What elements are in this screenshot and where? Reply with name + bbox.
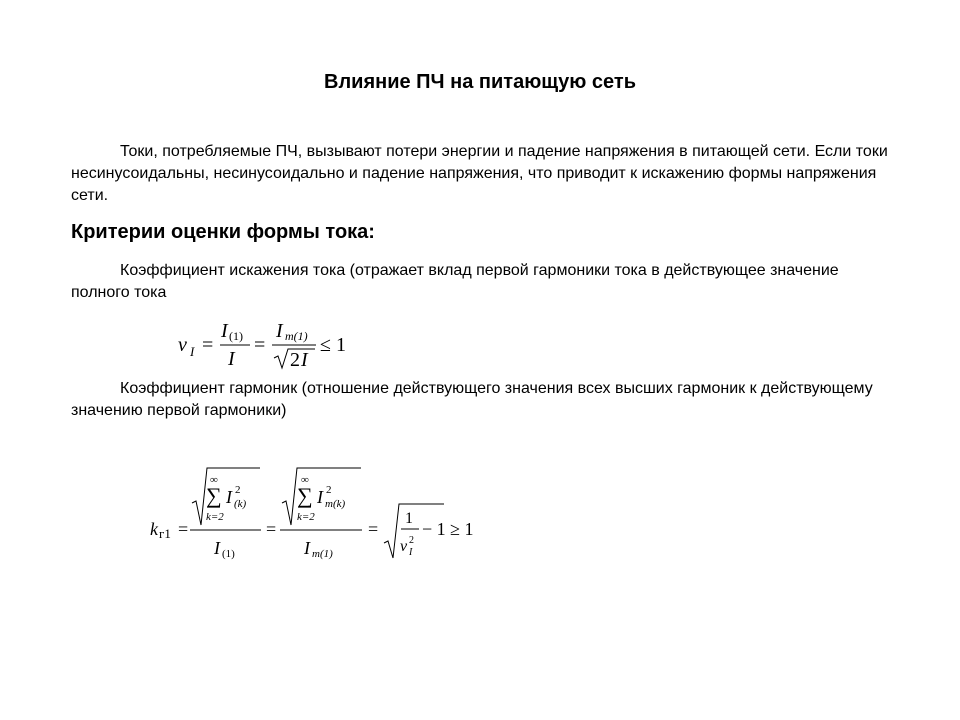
f2-den1-sub: (1) [222,548,235,560]
f2-term1-sup: 2 [235,484,241,496]
distortion-coefficient-paragraph [71,260,891,304]
f2-den2-var: I [304,538,310,558]
f1-den2-var: I [301,349,308,371]
f1-eq-1: = [202,334,214,356]
f2-lhs-symbol: k [150,519,158,539]
f2-sum-upper-1: ∞ [210,474,218,486]
f1-eq-2: = [254,334,266,356]
f2-den1-var: I [214,538,220,558]
f2-sum-upper-2: ∞ [301,474,309,486]
f2-sum-sign-1: ∑ [206,483,222,508]
distortion-coefficient-formula [170,318,370,372]
intro-paragraph [71,141,891,207]
f2-tail: − 1 ≥ 1 [422,519,474,539]
f2-sum-lower-1: k=2 [206,511,224,523]
f1-den2-root: 2 [290,349,300,371]
f1-den1: I [228,348,235,370]
f2-sum-sign-2: ∑ [297,483,313,508]
f1-num1-sub: (1) [229,329,243,343]
f2-eq-2: = [266,519,277,539]
f2-term2-sub: m(k) [325,498,346,510]
f2-term2-sup: 2 [326,484,332,496]
f1-num1: I [221,320,228,342]
f2-eq-1: = [178,519,189,539]
f2-inner-den-var: ν [400,538,408,555]
f2-eq-3: = [368,519,379,539]
harmonic-coefficient-text: Коэффициент гармоник (отношение действующего значения всех высших гармоник к действующему значению первой гармоники) [71,380,873,419]
f2-lhs-sub: г1 [159,526,171,541]
f2-sum-lower-2: k=2 [297,511,315,523]
harmonic-coefficient-paragraph [71,378,891,422]
f1-relation: ≤ 1 [320,334,346,356]
f2-den2-sub: m(1) [312,548,333,560]
f1-lhs-symbol: ν [178,334,187,356]
f2-inner-den-sup: 2 [409,535,414,546]
f1-lhs-sub: I [190,344,195,359]
intro-paragraph-text: Токи, потребляемые ПЧ, вызывают потери энергии и падение напряжения в питающей сети. Если токи несинусоидальны, несинусоидально и падение напряжения, что приводит к искажению формы напряжения сети. [71,143,888,204]
harmonic-coefficient-formula [148,463,488,563]
f2-term1-sub: (k) [234,498,247,510]
f1-num2: I [276,320,283,342]
f2-inner-num: 1 [405,510,413,527]
f2-term1-var: I [226,487,232,507]
f2-inner-den-sub: I [409,547,413,558]
criteria-heading: Критерии оценки формы тока: [71,221,375,243]
f1-num2-sub: m(1) [285,329,308,343]
slide-title: Влияние ПЧ на питающую сеть [324,71,636,93]
f2-term2-var: I [317,487,323,507]
distortion-coefficient-text: Коэффициент искажения тока (отражает вклад первой гармоники тока в действующее значение полного тока [71,262,839,301]
